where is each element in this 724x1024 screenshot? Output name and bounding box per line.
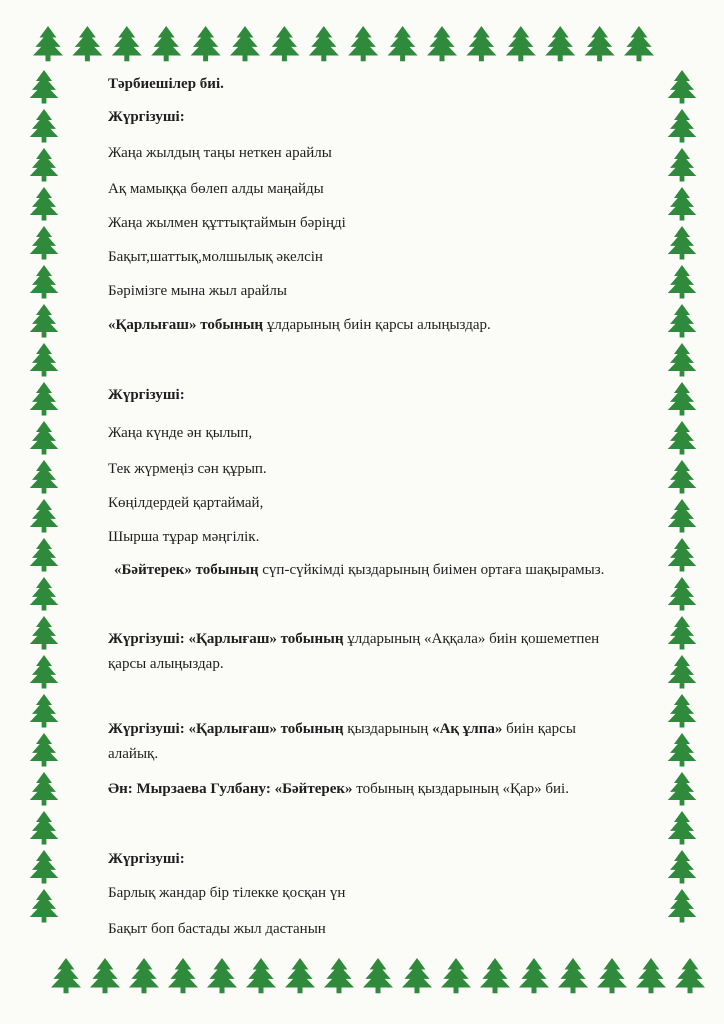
christmas-tree-icon [480, 958, 510, 993]
document-line [108, 282, 287, 300]
document-line [108, 144, 332, 162]
christmas-tree-icon [668, 421, 697, 455]
christmas-tree-icon [668, 148, 697, 182]
christmas-tree-icon [30, 850, 59, 884]
christmas-tree-icon [30, 226, 59, 260]
christmas-tree-icon [675, 958, 705, 993]
bold-text: Ән: Мырзаева Гулбану: «Бәйтерек» [108, 781, 353, 797]
christmas-tree-icon [168, 958, 198, 993]
christmas-tree-icon [230, 26, 260, 61]
bold-text: «Ақ ұлпа» [432, 721, 503, 737]
document-line [108, 460, 267, 478]
text-run: қарсы алыңыздар. [108, 656, 224, 672]
document-line [114, 561, 604, 579]
christmas-tree-icon [441, 958, 471, 993]
christmas-tree-icon [348, 26, 378, 61]
christmas-tree-icon [668, 850, 697, 884]
christmas-tree-icon [668, 70, 697, 104]
document-line [108, 720, 576, 738]
christmas-tree-icon [30, 421, 59, 455]
christmas-tree-icon [545, 26, 575, 61]
christmas-tree-icon [363, 958, 393, 993]
christmas-tree-icon [668, 460, 697, 494]
christmas-tree-icon [30, 889, 59, 923]
christmas-tree-icon [72, 26, 102, 61]
christmas-tree-icon [30, 616, 59, 650]
bold-text: «Қарлығаш» тобының [108, 317, 264, 333]
christmas-tree-icon [151, 26, 181, 61]
christmas-tree-icon [30, 382, 59, 416]
document-line [108, 108, 185, 126]
christmas-tree-icon [668, 265, 697, 299]
christmas-tree-icon [668, 577, 697, 611]
text-run: Тек жүрмеңіз сән құрып. [108, 461, 267, 477]
bold-text: Жүргізуші: [108, 387, 185, 403]
christmas-tree-icon [30, 499, 59, 533]
document-line [108, 386, 185, 404]
document-line [108, 745, 158, 763]
christmas-tree-icon [129, 958, 159, 993]
christmas-tree-icon [246, 958, 276, 993]
text-run: алайық. [108, 746, 159, 762]
christmas-tree-icon [30, 343, 59, 377]
christmas-tree-icon [30, 265, 59, 299]
christmas-tree-icon [668, 304, 697, 338]
bold-text: Жүргізуші: «Қарлығаш» тобының [108, 631, 344, 647]
christmas-tree-icon [30, 70, 59, 104]
christmas-tree-icon [668, 187, 697, 221]
bold-text: Жүргізуші: [108, 851, 185, 867]
christmas-tree-icon [30, 772, 59, 806]
document-line [108, 850, 185, 868]
text-run: Жаңа күнде ән қылып, [108, 425, 253, 441]
christmas-tree-icon [324, 958, 354, 993]
christmas-tree-icon [90, 958, 120, 993]
document-line [108, 780, 569, 798]
document-title: Тәрбиешілер биі. [108, 76, 224, 92]
christmas-tree-icon [30, 694, 59, 728]
christmas-tree-icon [624, 26, 654, 61]
christmas-tree-icon [668, 811, 697, 845]
christmas-tree-icon [30, 811, 59, 845]
text-run: Бақыт боп бастады жыл дастанын [108, 921, 326, 937]
christmas-tree-icon [558, 958, 588, 993]
christmas-tree-icon [285, 958, 315, 993]
christmas-tree-icon [30, 304, 59, 338]
christmas-tree-icon [668, 616, 697, 650]
christmas-tree-icon [668, 733, 697, 767]
document-line [108, 528, 259, 546]
christmas-tree-icon [668, 226, 697, 260]
christmas-tree-icon [668, 772, 697, 806]
christmas-tree-icon [668, 655, 697, 689]
christmas-tree-icon [191, 26, 221, 61]
document-line [108, 920, 326, 938]
christmas-tree-icon [668, 538, 697, 572]
document-line [108, 494, 263, 512]
christmas-tree-icon [668, 694, 697, 728]
document-line [108, 316, 491, 334]
text-run: Шырша тұрар мәңгілік. [108, 529, 260, 545]
text-run: Жаңа жылмен құттықтаймын бәріңді [108, 215, 346, 231]
text-run: сүп-сүйкімді қыздарының биімен ортаға шақырамыз. [258, 562, 605, 578]
christmas-tree-icon [51, 958, 81, 993]
christmas-tree-icon [668, 382, 697, 416]
christmas-tree-icon [668, 109, 697, 143]
christmas-tree-icon [597, 958, 627, 993]
text-run: Ақ мамыққа бөлеп алды маңайды [108, 181, 324, 197]
document-line [108, 214, 346, 232]
christmas-tree-icon [30, 187, 59, 221]
christmas-tree-icon [30, 148, 59, 182]
christmas-tree-icon [506, 26, 536, 61]
christmas-tree-icon [427, 26, 457, 61]
christmas-tree-icon [668, 343, 697, 377]
bold-text: Жүргізуші: «Қарлығаш» тобының [108, 721, 344, 737]
document-line [108, 630, 599, 648]
christmas-tree-icon [207, 958, 237, 993]
text-run: Көңілдердей қартаймай, [108, 495, 264, 511]
christmas-tree-icon [30, 538, 59, 572]
document-line [108, 424, 252, 442]
text-run: Бақыт,шаттық,молшылық әкелсін [108, 249, 323, 265]
christmas-tree-icon [269, 26, 299, 61]
christmas-tree-icon [112, 26, 142, 61]
document-line [108, 884, 345, 902]
text-run: қыздарының [343, 721, 433, 737]
text-run: ұлдарының биін қарсы алыңыздар. [263, 317, 491, 333]
christmas-tree-icon [30, 460, 59, 494]
text-run: Жаңа жылдың таңы неткен арайлы [108, 145, 332, 161]
bold-text: «Бәйтерек» тобының [114, 562, 259, 578]
document-line [108, 180, 324, 198]
document-line [108, 248, 323, 266]
christmas-tree-icon [668, 499, 697, 533]
christmas-tree-icon [668, 889, 697, 923]
christmas-tree-icon [33, 26, 63, 61]
christmas-tree-icon [30, 109, 59, 143]
christmas-tree-icon [519, 958, 549, 993]
text-run: Барлық жандар бір тілекке қосқан үн [108, 885, 346, 901]
christmas-tree-icon [585, 26, 615, 61]
christmas-tree-icon [30, 655, 59, 689]
text-run: Бәрімізге мына жыл арайлы [108, 283, 287, 299]
text-run: биін қарсы [502, 721, 576, 737]
christmas-tree-icon [466, 26, 496, 61]
christmas-tree-icon [402, 958, 432, 993]
bold-text: Жүргізуші: [108, 109, 185, 125]
text-run: тобының қыздарының «Қар» биі. [352, 781, 569, 797]
christmas-tree-icon [388, 26, 418, 61]
christmas-tree-icon [309, 26, 339, 61]
document-line [108, 655, 224, 673]
christmas-tree-icon [636, 958, 666, 993]
text-run: ұлдарының «Аққала» биін қошеметпен [343, 631, 600, 647]
christmas-tree-icon [30, 733, 59, 767]
christmas-tree-icon [30, 577, 59, 611]
